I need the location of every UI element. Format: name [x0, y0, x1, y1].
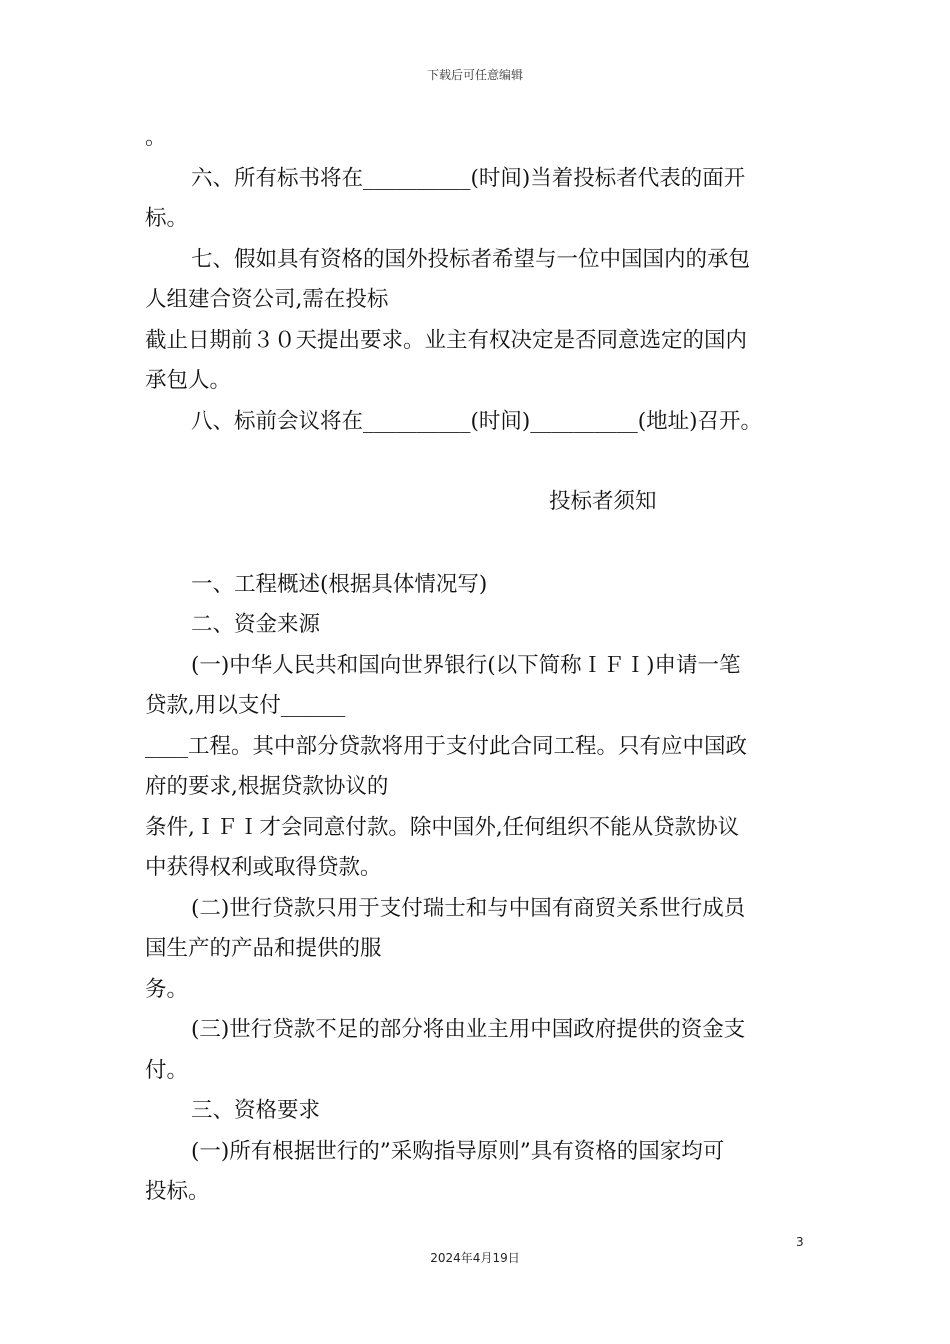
body-line: (二)世行贷款只用于支付瑞士和与中国有商贸关系世行成员	[191, 895, 746, 921]
body-line: 府的要求,根据贷款协议的	[145, 774, 389, 799]
body-line: 条件,ＩＦＩ才会同意付款。除中国外,任何组织不能从贷款协议	[145, 814, 740, 840]
page-header: 下载后可任意编辑	[426, 68, 523, 82]
body-line: 务。	[145, 976, 189, 1002]
body-line: (一)中华人民共和国向世界银行(以下简称ＩＦＩ)申请一笔	[191, 652, 741, 678]
body-line: 国生产的产品和提供的服	[145, 936, 382, 961]
body-line: 人组建合资公司,需在投标	[145, 287, 389, 312]
body-line: 。	[145, 125, 167, 150]
body-line: 三、资格要求	[191, 1098, 321, 1123]
body-line: 二、资金来源	[191, 612, 321, 637]
body-line: (三)世行贷款不足的部分将由业主用中国政府提供的资金支	[191, 1017, 746, 1042]
body-line: 付。	[145, 1057, 189, 1083]
body-line: 截止日期前３０天提出要求。业主有权决定是否同意选定的国内	[145, 327, 748, 353]
body-line: 七、假如具有资格的国外投标者希望与一位中国国内的承包	[191, 246, 751, 272]
footer-date: 2024年4月19日	[430, 1251, 520, 1265]
page-number: 3	[796, 1235, 804, 1249]
body-line: ____工程。其中部分贷款将用于支付此合同工程。只有应中国政	[145, 733, 748, 759]
body-line: 承包人。	[145, 368, 232, 393]
body-line: 八、标前会议将在__________(时间)__________(地址)召开。	[191, 408, 763, 434]
body-line: 中获得权利或取得贷款。	[145, 855, 382, 880]
body-line: 标。	[145, 206, 189, 231]
body-line: (一)所有根据世行的”采购指导原则”具有资格的国家均可	[191, 1138, 725, 1164]
body-line: 六、所有标书将在__________(时间)当着投标者代表的面开	[191, 165, 746, 191]
section-title: 投标者须知	[549, 489, 657, 514]
body-line: 贷款,用以支付______	[145, 693, 346, 718]
body-line: 一、工程概述(根据具体情况写)	[191, 571, 488, 597]
document-body	[145, 118, 810, 1213]
body-line: 投标。	[145, 1179, 210, 1204]
